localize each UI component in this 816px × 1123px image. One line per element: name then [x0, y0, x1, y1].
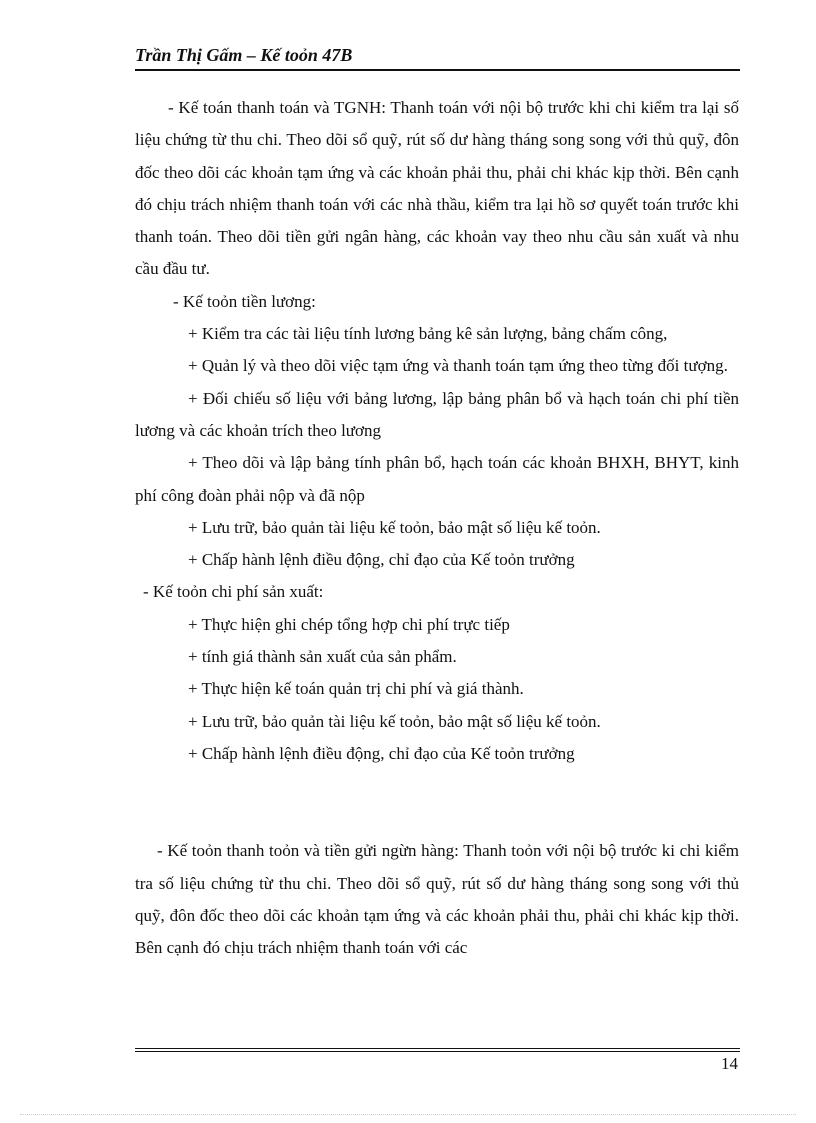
list-item: + Lưu trữ, bảo quản tài liệu kế toỏn, bảo mật số liệu kế toỏn.	[188, 517, 601, 537]
list-item: + Kiểm tra các tài liệu tính lương bảng kê sản lượng, bảng chấm công,	[188, 324, 668, 344]
paragraph-tgnh: - Kế toán thanh toán và TGNH: Thanh toán với nội bộ trước khi chi kiểm tra lại số liệu chứng từ thu chi. Theo dõi sổ quỹ, rút số dư hàng tháng song song với thủ quỹ, đôn đốc theo dõi các khoản tạm ứng và các khoản phải thu, phải chi khác kịp thời. Bên cạnh đó chịu trách nhiệm thanh toán với các nhà thầu, kiểm tra lại hồ sơ quyết toán trước khi thanh toán. Theo dõi tiền gửi ngân hàng, các khoản vay theo nhu cầu sản xuất và nhu cầu đầu tư.	[135, 98, 739, 279]
list-item: + Theo dõi và lập bảng tính phân bổ, hạch toán các khoản BHXH, BHYT, kinh phí công đoàn phải nộp và đã nộp	[135, 453, 739, 505]
page-header: Trần Thị Gấm – Kế toỏn 47B	[135, 45, 740, 71]
list-item: + Chấp hành lệnh điều động, chỉ đạo của Kế toỏn trưởng	[188, 743, 575, 763]
section-heading-production-cost: - Kế toỏn chi phí sản xuất:	[143, 582, 324, 602]
section-heading-salary: - Kế toỏn tiền lương:	[173, 291, 316, 311]
paragraph-payment-deposit: - Kế toỏn thanh toỏn và tiền gửi ngừn hàng: Thanh toỏn với nội bộ trước ki chi kiểm tra số liệu chứng từ thu chi. Theo dõi sổ quỹ, rút số dư hàng tháng song song với thủ quỹ, đôn đốc theo dõi các khoản tạm ứng và các khoản phải thu, phải chi khác kịp thời. Bên cạnh đó chịu trách nhiệm thanh toán với các	[135, 841, 739, 958]
page-number: 14	[721, 1054, 738, 1073]
list-item: + Đối chiếu số liệu với bảng lương, lập bảng phân bổ và hạch toán chi phí tiền lương và các khoản trích theo lương	[135, 388, 739, 440]
list-item: + tính giá thành sản xuất của sản phẩm.	[188, 647, 457, 667]
spacer	[135, 770, 739, 835]
list-item: + Chấp hành lệnh điều động, chỉ đạo của Kế toỏn trưởng	[188, 550, 575, 570]
footer-divider	[135, 1048, 740, 1052]
page-edge-divider	[20, 1114, 796, 1115]
list-item: + Lưu trữ, bảo quản tài liệu kế toỏn, bảo mật số liệu kế toỏn.	[188, 711, 601, 731]
list-item: + Quản lý và theo dõi việc tạm ứng và thanh toán tạm ứng theo từng đối tượng.	[188, 356, 728, 376]
list-item: + Thực hiện ghi chép tổng hợp chi phí trực tiếp	[188, 614, 510, 634]
list-item: + Thực hiện kế toán quản trị chi phí và giá thành.	[188, 679, 524, 699]
document-body	[135, 92, 739, 964]
